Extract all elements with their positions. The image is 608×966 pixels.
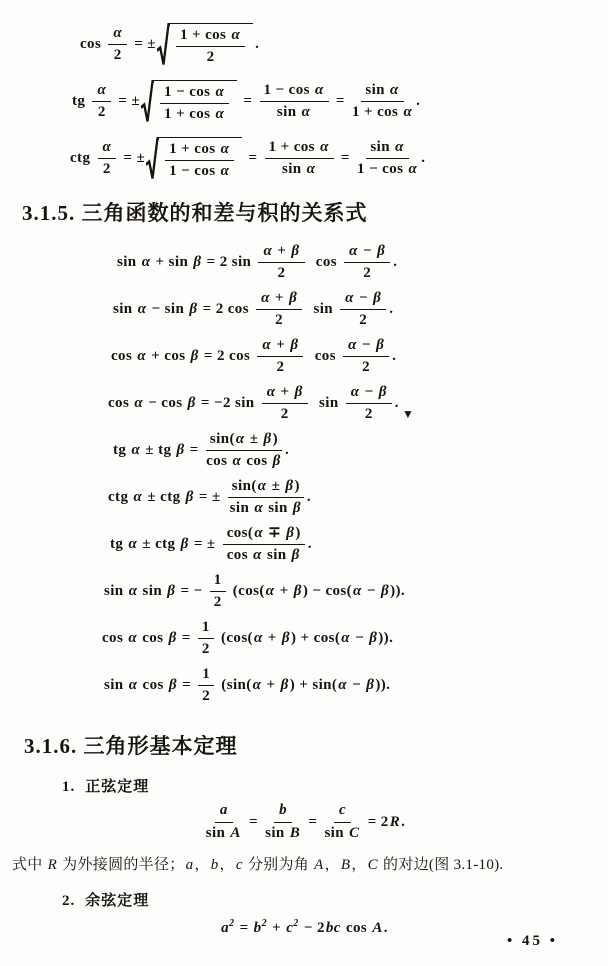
math-variable: bc	[325, 919, 341, 936]
math-variable: α	[113, 24, 123, 41]
math-text: cos	[80, 36, 106, 52]
math-fraction	[265, 139, 334, 179]
math-text: 1	[213, 571, 222, 588]
math-variable: α	[349, 242, 358, 259]
math-text: = −2 sin	[196, 395, 259, 411]
math-text: ) + cos(	[291, 630, 341, 646]
math-variable: α	[263, 242, 273, 259]
math-variable: β	[293, 583, 302, 599]
math-text: cos	[306, 348, 341, 364]
math-text: 1 + cos	[268, 138, 320, 155]
math-text: .	[416, 93, 421, 109]
math-text: = −	[176, 583, 207, 599]
math-text: cos	[242, 453, 272, 469]
math-text: ，	[351, 857, 367, 873]
radical-sign-icon	[141, 80, 154, 124]
math-text: −	[358, 242, 377, 259]
sum-product-formulas	[0, 239, 608, 709]
math-text: cos	[206, 453, 232, 469]
math-text: 2	[277, 265, 286, 281]
math-variable: A	[372, 919, 383, 936]
math-variable: α	[253, 630, 263, 646]
math-fraction	[343, 337, 389, 377]
law-of-sines	[0, 797, 608, 847]
half-angle-ctg	[0, 130, 608, 187]
section-heading-3-1-5: 3.1.5. 三角函数的和差与积的关系式	[22, 201, 368, 225]
math-variable: α	[137, 348, 147, 364]
math-text: cos	[226, 547, 253, 563]
math-text: =	[244, 150, 262, 166]
math-text: 的对边(图 3.1-10).	[378, 857, 504, 873]
math-fraction	[176, 27, 245, 67]
math-variable: β	[168, 677, 177, 693]
math-variable: α	[348, 336, 357, 353]
math-variable: a	[219, 802, 228, 819]
math-text: 2	[206, 49, 215, 65]
math-variable: β	[369, 630, 378, 646]
math-text: cos	[341, 919, 372, 936]
math-variable: β	[376, 336, 385, 353]
math-variable: R	[47, 857, 58, 873]
math-text: (sin(	[217, 677, 252, 693]
math-text: .	[392, 348, 397, 364]
math-text: 2	[213, 594, 222, 610]
math-variable: α	[131, 442, 141, 458]
math-text: 1 − cos	[169, 163, 220, 179]
math-variable: α	[350, 383, 360, 400]
math-fraction	[206, 431, 282, 471]
math-variable: α	[215, 106, 225, 122]
math-text: 2	[202, 688, 211, 704]
math-fraction	[210, 572, 226, 612]
math-text: 1 + cos	[351, 104, 403, 120]
math-text: 2	[113, 47, 122, 63]
math-text: 1 − cos	[263, 81, 314, 98]
math-text: (cos(	[228, 583, 265, 599]
math-variable: α	[102, 138, 112, 155]
square-root	[157, 23, 253, 67]
math-text: = 2 sin	[202, 254, 256, 270]
math-text: 2	[364, 406, 373, 422]
math-text: .	[284, 442, 290, 458]
math-text: 为外接圆的半径；	[58, 857, 185, 873]
math-variable: α	[141, 254, 151, 270]
math-text: ) + sin(	[289, 677, 338, 693]
math-fraction	[357, 139, 418, 179]
half-angle-cos	[0, 16, 608, 73]
math-text: tg	[72, 93, 90, 109]
sum-cos-minus-cos	[0, 380, 608, 427]
math-variable: α	[231, 26, 241, 43]
math-text: ctg	[108, 489, 133, 505]
math-variable: β	[180, 536, 189, 552]
math-text: +	[267, 919, 286, 936]
math-text: = ±	[114, 93, 141, 109]
math-text: 2	[359, 312, 368, 328]
math-text: +	[270, 289, 289, 306]
math-text: 2	[97, 104, 106, 120]
math-text: =	[177, 630, 195, 646]
math-text: cos	[102, 630, 128, 646]
math-fraction	[198, 619, 214, 659]
ctg-plus-minus-ctg	[0, 474, 608, 521]
product-sin-sin	[0, 568, 608, 615]
product-cos-cos	[0, 615, 608, 662]
math-variable: α	[345, 289, 354, 306]
math-text: sin	[117, 254, 141, 270]
math-text: sin	[104, 677, 128, 693]
item-label: 余弦定理	[85, 893, 150, 909]
math-text: =	[178, 677, 196, 693]
math-variable: β	[373, 289, 382, 306]
math-variable: β	[289, 289, 298, 306]
math-text: .	[394, 395, 399, 411]
math-text: .	[389, 301, 394, 317]
math-text: 2	[363, 265, 372, 281]
math-text: ±	[267, 477, 285, 494]
math-text: sin	[229, 500, 254, 516]
math-variable: B	[289, 824, 301, 841]
math-text: + sin	[151, 254, 193, 270]
math-text: =	[185, 442, 203, 458]
law-of-sines-formula	[0, 797, 608, 847]
math-text: cos(	[226, 524, 254, 541]
math-text: cos	[138, 630, 168, 646]
math-variable: α	[266, 383, 276, 400]
math-text: ∓	[264, 524, 286, 541]
math-variable: $b^2$	[253, 917, 267, 936]
math-text: = 2	[363, 813, 389, 830]
math-text: 1	[201, 618, 210, 635]
math-variable: b	[279, 802, 288, 819]
math-text: cos	[108, 395, 134, 411]
math-text: sin	[370, 138, 395, 155]
math-text: = 2 cos	[198, 301, 254, 317]
math-text: 2	[102, 161, 111, 177]
math-text: ±	[245, 430, 263, 447]
math-variable: β	[185, 489, 194, 505]
math-text: +	[275, 583, 293, 599]
math-variable: A	[314, 857, 324, 873]
radical-sign-icon	[146, 137, 159, 181]
math-text: +	[263, 630, 281, 646]
math-text: ，	[194, 857, 210, 873]
math-text: 2	[276, 359, 285, 375]
math-text: (cos(	[216, 630, 253, 646]
math-fraction	[92, 82, 111, 122]
math-variable: α	[220, 140, 230, 157]
math-fraction	[352, 82, 413, 122]
item-label: 正弦定理	[85, 779, 150, 795]
math-text: )).	[375, 677, 391, 693]
math-variable: β	[281, 630, 290, 646]
math-text: −	[357, 336, 376, 353]
math-text: cos	[111, 348, 137, 364]
math-variable: α	[390, 81, 399, 98]
math-fraction	[257, 337, 303, 377]
math-text: 1 + cos	[164, 106, 215, 122]
math-text: − cos	[144, 395, 187, 411]
math-text: 式中	[12, 857, 47, 873]
math-variable: β	[291, 547, 300, 563]
math-text: sin	[324, 824, 349, 841]
math-fraction	[346, 384, 392, 424]
math-text: )	[294, 477, 300, 494]
math-variable: $a^2$	[221, 917, 235, 936]
math-variable: α	[220, 163, 230, 179]
math-variable: α	[232, 453, 242, 469]
math-variable: β	[291, 242, 300, 259]
math-variable: $c^2$	[286, 917, 299, 936]
math-text: sin	[265, 824, 289, 841]
math-variable: α	[257, 477, 267, 494]
math-text: sin	[276, 104, 301, 120]
math-text: sin	[113, 301, 137, 317]
math-text: ctg	[70, 150, 95, 166]
math-variable: α	[261, 289, 270, 306]
math-variable: α	[128, 630, 138, 646]
math-text: 1	[202, 665, 211, 682]
ink-arrow-mark: ▼	[401, 406, 415, 421]
math-text: .	[306, 489, 312, 505]
math-variable: c	[235, 857, 243, 873]
math-text: cos	[307, 254, 342, 270]
math-text: −	[360, 383, 378, 400]
math-variable: α	[341, 630, 350, 646]
math-variable: β	[285, 477, 294, 494]
math-variable: α	[408, 161, 418, 177]
math-variable: α	[97, 81, 107, 98]
math-text: sin	[310, 395, 343, 411]
half-angle-formulas	[0, 16, 608, 187]
math-variable: B	[340, 857, 351, 873]
math-fraction	[260, 82, 329, 122]
math-text: .	[393, 254, 398, 270]
math-text: .	[401, 813, 406, 830]
math-variable: α	[254, 500, 264, 516]
math-text: 1 − cos	[164, 83, 215, 100]
math-text: =	[331, 93, 349, 109]
math-text: − sin	[147, 301, 189, 317]
math-variable: α	[128, 536, 138, 552]
math-variable: α	[301, 104, 311, 120]
math-variable: α	[315, 81, 324, 98]
item-number: 1.	[62, 779, 76, 795]
math-variable: α	[395, 138, 404, 155]
math-variable: α	[128, 583, 138, 599]
section-heading-3-1-6: 3.1.6. 三角形基本定理	[24, 734, 238, 758]
math-text: sin	[104, 583, 128, 599]
math-text: = ±	[119, 150, 146, 166]
math-text: =	[239, 93, 257, 109]
math-variable: α	[252, 677, 262, 693]
math-text: ± ctg	[143, 489, 185, 505]
math-variable: β	[189, 301, 198, 317]
math-fraction	[256, 290, 302, 330]
math-text: = ±	[194, 489, 225, 505]
math-fraction	[340, 290, 386, 330]
page-number: • 45 •	[506, 933, 558, 949]
math-text: )).	[390, 583, 406, 599]
math-variable: β	[377, 242, 386, 259]
math-text: sin	[305, 301, 338, 317]
math-variable: α	[137, 301, 147, 317]
math-text: = ±	[130, 36, 156, 52]
math-variable: α	[254, 524, 264, 541]
math-text: 分别为角	[243, 857, 314, 873]
math-text: −	[348, 677, 366, 693]
math-text: .	[307, 536, 312, 552]
math-variable: β	[381, 583, 390, 599]
sum-sin-minus-sin	[0, 286, 608, 333]
math-text: .	[255, 36, 260, 52]
math-text: sin	[365, 81, 390, 98]
math-variable: A	[230, 824, 241, 841]
math-text: 2	[362, 359, 371, 375]
math-text: =	[235, 919, 253, 936]
math-text: ，	[324, 857, 340, 873]
math-variable: β	[280, 677, 289, 693]
math-text: )).	[378, 630, 394, 646]
math-text: sin(	[209, 430, 235, 447]
math-variable: β	[292, 500, 301, 516]
sine-theorem-item	[0, 775, 608, 797]
math-variable: α	[133, 489, 143, 505]
math-text: 2	[275, 312, 284, 328]
math-text: 2	[201, 641, 210, 657]
math-fraction	[198, 666, 214, 706]
math-variable: α	[265, 583, 275, 599]
math-fraction	[324, 802, 360, 842]
math-text: − 2	[299, 919, 325, 936]
math-variable: c	[338, 802, 347, 819]
math-text: sin	[205, 824, 230, 841]
math-text: .	[383, 919, 388, 936]
math-text: )	[272, 430, 278, 447]
math-text: =	[304, 813, 322, 830]
math-text: + cos	[147, 348, 190, 364]
math-fraction	[265, 802, 301, 842]
math-variable: R	[389, 813, 401, 830]
math-text: ± tg	[141, 442, 176, 458]
math-variable: α	[262, 336, 272, 353]
math-text: =	[244, 813, 263, 830]
square-root	[141, 80, 237, 124]
math-variable: a	[185, 857, 194, 873]
math-fraction	[262, 384, 308, 424]
math-text: −	[354, 289, 373, 306]
math-variable: β	[167, 583, 176, 599]
math-text: = ±	[189, 536, 220, 552]
radical-sign-icon	[157, 23, 170, 67]
math-variable: β	[378, 383, 387, 400]
math-variable: β	[190, 348, 199, 364]
math-variable: β	[193, 254, 202, 270]
math-variable: β	[263, 430, 272, 447]
math-variable: β	[168, 630, 177, 646]
math-text: )	[295, 524, 301, 541]
math-text: sin	[262, 547, 291, 563]
math-text: 1 − cos	[357, 161, 408, 177]
math-fraction	[206, 802, 242, 842]
math-variable: β	[290, 336, 299, 353]
math-text: 1 + cos	[179, 26, 231, 43]
math-text: sin	[138, 583, 167, 599]
tg-plus-minus-tg	[0, 427, 608, 474]
half-angle-tg	[0, 73, 608, 130]
math-text: sin	[281, 161, 306, 177]
product-sin-cos	[0, 662, 608, 709]
math-variable: α	[306, 161, 316, 177]
math-variable: α	[235, 430, 245, 447]
math-text: +	[273, 242, 291, 259]
math-variable: α	[403, 104, 413, 120]
tg-plus-minus-ctg	[0, 521, 608, 568]
math-text: cos	[138, 677, 168, 693]
math-text: +	[272, 336, 290, 353]
math-variable: α	[353, 583, 362, 599]
math-text: tg	[110, 536, 128, 552]
math-text: ± ctg	[138, 536, 180, 552]
math-variable: β	[366, 677, 375, 693]
square-root	[146, 137, 242, 181]
math-text: −	[350, 630, 369, 646]
math-fraction	[165, 141, 234, 181]
cosine-theorem-item	[0, 889, 608, 911]
math-variable: b	[210, 857, 219, 873]
math-text: ，	[219, 857, 235, 873]
math-fraction	[98, 139, 117, 179]
math-fraction	[223, 525, 305, 565]
math-variable: α	[338, 677, 347, 693]
math-variable: β	[187, 395, 196, 411]
math-variable: β	[286, 524, 295, 541]
math-text: sin	[264, 500, 292, 516]
math-fraction	[228, 478, 304, 518]
math-variable: C	[349, 824, 360, 841]
sum-cos-plus-cos	[0, 333, 608, 380]
math-variable: α	[320, 138, 329, 155]
math-variable: β	[294, 383, 303, 400]
math-text: =	[336, 150, 355, 166]
math-text: 2	[280, 406, 289, 422]
math-variable: β	[176, 442, 185, 458]
sum-sin-plus-sin	[0, 239, 608, 286]
math-text: −	[362, 583, 380, 599]
math-text: .	[421, 150, 426, 166]
math-text: sin(	[231, 477, 257, 494]
math-text: = 2 cos	[199, 348, 255, 364]
math-fraction	[160, 84, 229, 124]
math-variable: β	[272, 453, 281, 469]
sine-rule-note	[0, 853, 608, 877]
math-text: tg	[113, 442, 131, 458]
math-variable: C	[367, 857, 378, 873]
math-fraction	[344, 243, 390, 283]
math-variable: α	[215, 83, 225, 100]
math-fraction	[258, 243, 304, 283]
math-text: ) − cos(	[302, 583, 353, 599]
math-variable: α	[128, 677, 138, 693]
item-number: 2.	[62, 893, 76, 909]
math-text: +	[276, 383, 294, 400]
math-fraction	[108, 25, 127, 65]
math-text: 1 + cos	[169, 140, 220, 157]
math-variable: α	[134, 395, 144, 411]
math-text: +	[262, 677, 280, 693]
math-variable: α	[253, 547, 262, 563]
